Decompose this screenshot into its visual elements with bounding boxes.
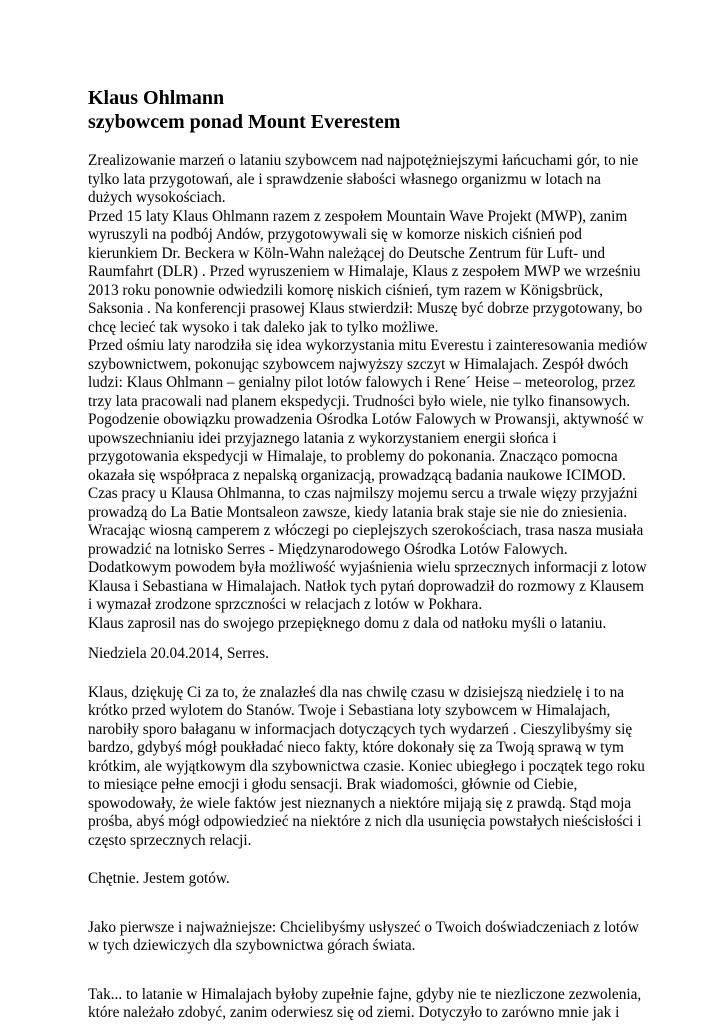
interview-question: Klaus, dziękuję Ci za to, że znalazłeś dla nas chwilę czasu w dzisiejszą niedzielę i to na krótko przed wylotem do Stanów. Twoje i Sebastiana loty szybowcem w Himalajach, narobiły sporo bałaganu w informacjach dotyczących tych wydarzeń . Cieszylibyśmy się bardzo, gdybyś mógł poukładać nieco fakty, które dokonały się za Twoją sprawą w tym krótkim, ale wyjątkowym dla szybownictwa czasie. Koniec ubiegłego i początek tego roku to miesiące pełne emocji i głodu sensacji. Brak wiadomości, głównie od Ciebie, spowodowały, że wiele faktów jest nieznanych a niektóre mijają się z prawdą. Stąd moja prośba, abyś mógł odpowiedzieć na niektóre z nich dla usunięcia powstałych nieścisłości i często sprzecznych relacji. bbox=[88, 683, 645, 849]
interview-answer: Chętnie. Jestem gotów. bbox=[88, 870, 230, 887]
interview-answer: Tak... to latanie w Himalajach byłoby zupełnie fajne, gdyby nie te niezliczone zezwolenia, które należało zdobyć, zanim oderwiesz się od ziemi. Dotyczyło to zarówno mnie jak i bbox=[88, 985, 642, 1021]
interview-question: Jako pierwsze i najważniejsze: Chcielibyśmy usłyszeć o Twoich doświadczeniach z lotów w tych dziewiczych dla szybownictwa górach świata. bbox=[88, 918, 639, 954]
intro-paragraph: Klaus zaprosil nas do swojego przepięknego domu z dala od natłoku myśli o lataniu. bbox=[88, 614, 607, 632]
intro-paragraph: Zrealizowanie marzeń o lataniu szybowcem nad najpotężniejszymi łańcuchami gór, to nie tylko lata przygotowań, ale i sprawdzenie słabości własnego organizmu w lotach na dużych wysokościach. bbox=[88, 152, 639, 206]
intro-paragraph: Przed 15 laty Klaus Ohlmann razem z zespołem Mountain Wave Projekt (MWP), zanim wyruszyli na podbój Andów, przygotowywali się w komorze niskich ciśnień pod kierunkiem Dr. Beckera w Köln-Wahn należącej do Deutsche Zentrum für Luft- und Raumfahrt (DLR) . Przed wyruszeniem w Himalaje, Klaus z zespołem MWP we wrześniu 2013 roku ponownie odwiedzili komorę niskich ciśnień, tym razem w Königsbrück, Saksonia . Na konferencji prasowej Klaus stwierdził: Muszę być dobrze przygotowany, bo chcę lecieć tak wysoko i tak daleko jak to tylko możliwe. bbox=[88, 207, 643, 336]
intro-paragraph: Czas pracy u Klausa Ohlmanna, to czas najmilszy mojemu sercu a trwale więzy przyjaźni prowadzą do La Batie Montsaleon zawsze, kiedy latania brak staje sie nie do zniesienia. Wracając wiosną camperem z włóczegi po cieplejszych szerokościach, trasa nasza musiała prowadzić na lotnisko Serres - Międzynarodowego Ośrodka Lotów Falowych. Dodatkowym powodem była możliwość wyjaśnienia wielu sprzecznych informacji z lotow Klausa i Sebastiana w Himalajach. Natłok tych pytań doprowadził do rozmowy z Klausem i wymazał zrodzone sprzczności w relacjach z lotów w Pokhara. bbox=[88, 485, 647, 613]
document-title bbox=[88, 86, 648, 134]
document-page bbox=[88, 86, 648, 1023]
document-body bbox=[88, 152, 648, 1023]
intro-paragraph: Przed ośmiu laty narodziła się idea wykorzystania mitu Everestu i zainteresowania mediów szybownictwem, pokonując szybowcem najwyższy szczyt w Himalajach. Zespół dwóch ludzi: Klaus Ohlmann – genialny pilot lotów falowych i Rene´ Heise – meteorolog, przez trzy lata pracowali nad planem ekspedycji. Trudności było wiele, nie tylko finansowych. Pogodzenie obowiązku prowadzenia Ośrodka Lotów Falowych w Prowansji, aktywność w upowszechnianiu idei przyjaznego latania z wykorzystaniem energii słońca i przygotowania ekspedycji w Himalaje, to problemy do pokonania. Znacząco pomocna okazała się współpraca z nepalską organizacją, prowadzącą badania naukowe ICIMOD. bbox=[88, 337, 648, 484]
title-line-subtitle: szybowcem ponad Mount Everestem bbox=[88, 111, 401, 133]
dateline: Niedziela 20.04.2014, Serres. bbox=[88, 645, 269, 662]
title-line-name: Klaus Ohlmann bbox=[88, 87, 225, 109]
